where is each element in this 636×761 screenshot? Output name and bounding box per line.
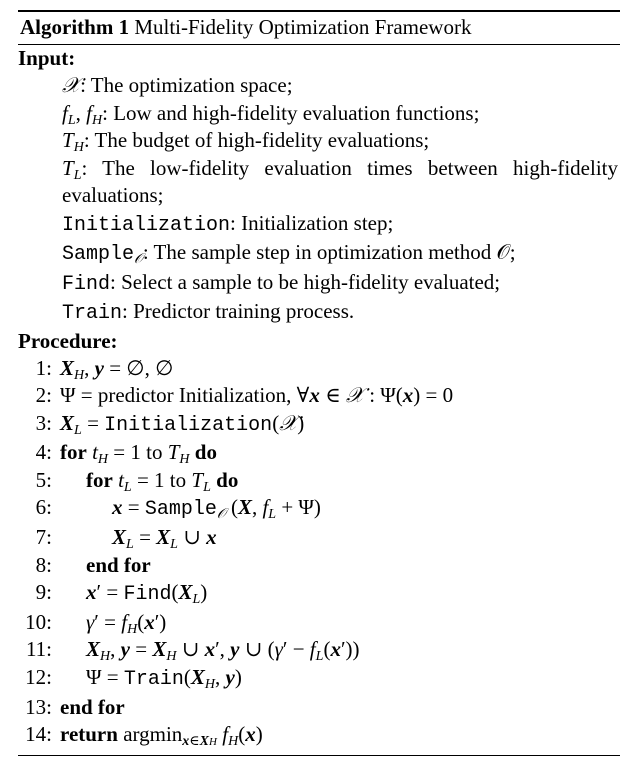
input-code: Find: [62, 272, 111, 296]
input-item-low-times: $T_L$: The low-fidelity evaluation times between high-fidelity evaluations;: [62, 155, 618, 207]
input-symbol: 𝒳: [62, 73, 81, 97]
procedure-line-12: 12: $\Psi = Train(X_H$, y): [25, 665, 242, 693]
input-desc: : The sample step in optimization method 𝒪;: [142, 240, 516, 264]
input-item-initialization: [18, 210, 620, 240]
algorithm-block: [18, 10, 620, 756]
input-desc: : Predictor training process.: [122, 299, 355, 323]
input-code: Initialization: [62, 213, 231, 237]
input-desc: : Low and high-fidelity evaluation functions;: [102, 100, 480, 125]
input-desc: : The budget of high-fidelity evaluations;: [83, 128, 430, 152]
input-item-find: [18, 269, 620, 299]
procedure-line-8: 8: end for: [35, 552, 151, 577]
input-heading: Input:: [18, 46, 76, 70]
procedure-line-11: 11: $X_H$, $y = X_H$ ∪ x′, y ∪ $(\gamma' - f_L(x'))$: [25, 637, 360, 665]
input-desc: : Initialization step;: [230, 210, 394, 235]
procedure-heading: Procedure:: [18, 328, 118, 353]
procedure-line-14: 14: return argmin$_{x\in XH}$ $f_H(x)$: [25, 722, 263, 750]
algorithm-title: [18, 12, 620, 44]
input-code: Train: [62, 302, 123, 325]
input-item-space: [18, 72, 620, 100]
procedure-line-9: 9: $x' = Find(X_L)$: [35, 580, 208, 608]
procedure-line-3: 3: $X_L$ = Initialization(𝒳): [35, 410, 305, 438]
procedure-line-10: 10: $\gamma' = f_H(x')$: [25, 609, 167, 637]
input-desc: : Select a sample to be high-fidelity evaluated;: [110, 269, 501, 294]
procedure-line-1: 1: $X_H$, y = ∅, ∅: [35, 355, 174, 383]
bottom-rule: [18, 755, 620, 756]
algorithm-label: Algorithm 1: [20, 15, 130, 39]
input-item-functions: $f_L$, $f_H$: Low and high-fidelity evaluation functions;: [62, 100, 480, 128]
input-item-budget: $T_H$: The budget of high-fidelity evaluations;: [62, 128, 430, 155]
input-item-train: [18, 298, 620, 328]
algorithm-name: Multi-Fidelity Optimization Framework: [134, 15, 472, 39]
input-desc: : The low-fidelity evaluation times between high-fidelity evaluations;: [62, 155, 618, 207]
input-item-sample: Sample$_𝒪$: The sample step in optimization method 𝒪;: [62, 240, 516, 267]
procedure-line-4: 4: for $t_H = 1$ to $T_H$ do: [35, 440, 217, 468]
procedure-line-7: 7: $X_L = X_L$ ∪ x: [35, 525, 217, 553]
input-desc: : The optimization space;: [80, 73, 293, 97]
procedure-line-2: 2: Ψ = predictor Initialization, ∀x ∈ 𝒳 : Ψ(x) = 0: [35, 383, 454, 408]
procedure-line-6: 6: x = Sample$_𝒪$ (X, $f_L + \Psi$): [35, 495, 321, 523]
procedure-line-13: 13: end for: [25, 694, 125, 719]
procedure-line-5: 5: for $t_L = 1$ to $T_L$ do: [35, 467, 239, 495]
